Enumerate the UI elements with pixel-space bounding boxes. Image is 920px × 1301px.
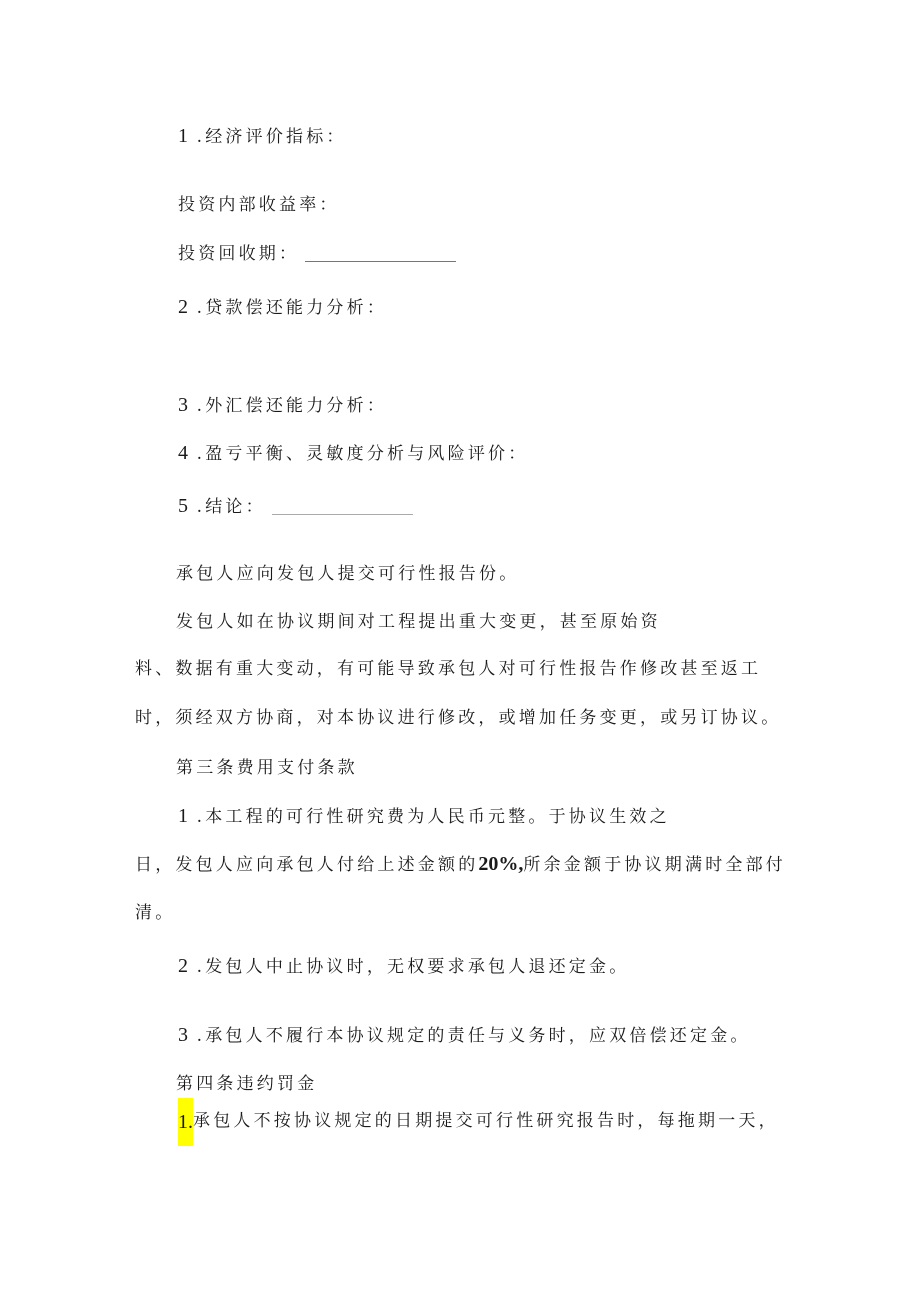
- item-3-heading: [178, 393, 387, 418]
- item-text: .本工程的可行性研究费为人民币元整。于协议生效之: [196, 807, 670, 827]
- text-segment: 所余金额于协议期满时全部付: [523, 855, 787, 875]
- text-segment: 日，发包人应向承包人付给上述金额的: [135, 855, 479, 875]
- item-number: 4: [178, 442, 188, 464]
- item-text: .贷款偿还能力分析：: [196, 298, 388, 318]
- para-change-line-2: 料、数据有重大变动，有可能导致承包人对可行性报告作修改甚至返工: [135, 659, 762, 679]
- item-text: .结论：: [196, 497, 266, 517]
- item-number: 1: [178, 805, 188, 827]
- article-3-item-1-line-1: [178, 804, 670, 829]
- highlighted-item-number: 1.: [178, 1098, 193, 1146]
- article-3-title: 第三条费用支付条款: [176, 758, 358, 778]
- article-3-item-2: [178, 954, 629, 979]
- percentage: 20%,: [478, 853, 524, 875]
- item-number: 2: [178, 296, 188, 318]
- article-4-title: 第四条违约罚金: [176, 1074, 318, 1094]
- article-3-item-1-line-2: [135, 852, 786, 877]
- item-text: .承包人不履行本协议规定的责任与义务时，应双倍偿还定金。: [196, 1026, 751, 1046]
- irr-label: 投资内部收益率：: [178, 195, 340, 215]
- item-number: 1: [178, 125, 188, 147]
- para-submit: 承包人应向发包人提交可行性报告份。: [176, 564, 520, 584]
- item-4-heading: [178, 441, 528, 466]
- item-number: 3: [178, 394, 188, 416]
- article-4-item-1: [178, 1097, 779, 1146]
- item-text: .发包人中止协议时，无权要求承包人退还定金。: [196, 957, 630, 977]
- item-5-heading: [178, 494, 266, 519]
- article-3-item-1-line-3: 清。: [135, 903, 176, 923]
- item-number: 3: [178, 1024, 188, 1046]
- item-number: 2: [178, 955, 188, 977]
- item-text: .经济评价指标：: [196, 127, 347, 147]
- item-text: 承包人不按协议规定的日期提交可行性研究报告时，每拖期一天，: [193, 1111, 779, 1131]
- item-text: .盈亏平衡、灵敏度分析与风险评价：: [196, 444, 529, 464]
- conclusion-blank-line: [272, 514, 413, 515]
- item-2-heading: [178, 295, 387, 320]
- para-change-line-3: 时，须经双方协商，对本协议进行修改，或增加任务变更，或另订协议。: [135, 708, 782, 728]
- item-1-heading: [178, 124, 347, 149]
- item-text: .外汇偿还能力分析：: [196, 396, 388, 416]
- article-3-item-3: [178, 1023, 751, 1048]
- para-change-line-1: 发包人如在协议期间对工程提出重大变更，甚至原始资: [176, 612, 661, 632]
- payback-label: 投资回收期：: [178, 244, 300, 264]
- item-number: 5: [178, 495, 188, 517]
- payback-blank-line: [305, 261, 456, 262]
